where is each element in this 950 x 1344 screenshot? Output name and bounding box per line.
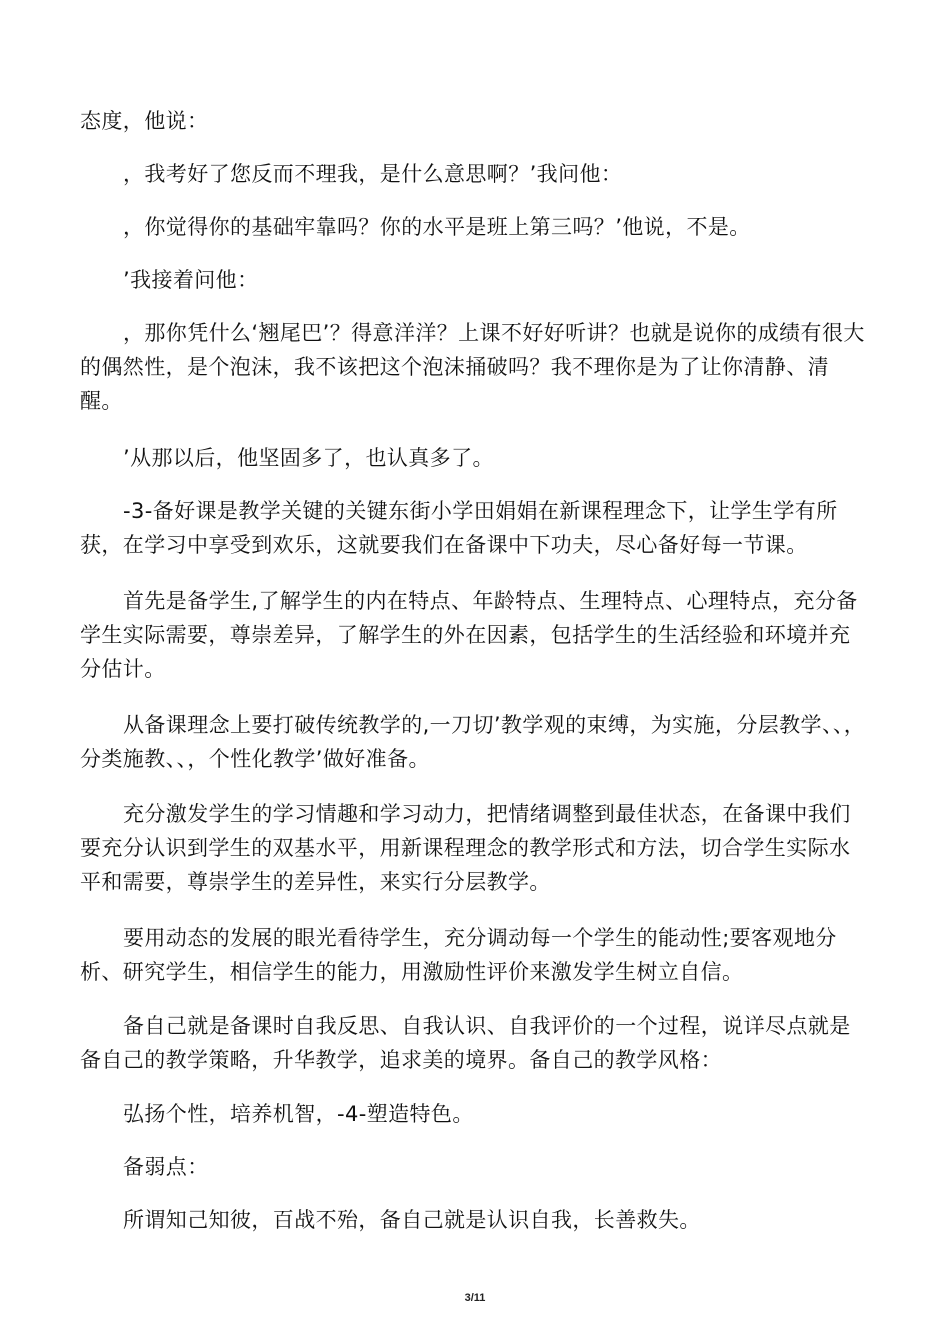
- paragraph-10: 充分激发学生的学习情趣和学习动力，把情绪调整到最佳状态，在备课中我们要充分认识到学生的双基水平，用新课程理念的教学形式和方法，切合学生实际水平和需要，尊崇学生的差异性，来实行分层教学。: [80, 802, 851, 894]
- paragraph-5: ，那你凭什么‘翘尾巴’？得意洋洋？上课不好好听讲？也就是说你的成绩有很大的偶然性，是个泡沫，我不该把这个泡沫捅破吗？我不理你是为了让你清静、清醒。: [80, 321, 865, 413]
- paragraph-6: ’从那以后，他坚固多了，也认真多了。: [123, 446, 494, 470]
- paragraph-2: ，我考好了您反而不理我，是什么意思啊？’我问他：: [123, 162, 623, 186]
- paragraph-13: 弘扬个性，培养机智，-4-塑造特色。: [123, 1102, 474, 1126]
- paragraph-12: 备自己就是备课时自我反思、自我认识、自我评价的一个过程，说详尽点就是备自己的教学策略，升华教学，追求美的境界。备自己的教学风格：: [80, 1014, 851, 1072]
- paragraph-1: 态度，他说：: [80, 109, 209, 133]
- paragraph-15: 所谓知己知彼，百战不殆，备自己就是认识自我，长善救失。: [123, 1208, 701, 1232]
- paragraph-3: ，你觉得你的基础牢靠吗？你的水平是班上第三吗？’他说，不是。: [123, 215, 751, 239]
- paragraph-4: ’我接着问他：: [123, 268, 259, 292]
- paragraph-11: 要用动态的发展的眼光看待学生，充分调动每一个学生的能动性;要客观地分析、研究学生，相信学生的能力，用激励性评价来激发学生树立自信。: [80, 926, 837, 984]
- page-number: 3/11: [464, 1292, 486, 1304]
- paragraph-8: 首先是备学生,了解学生的内在特点、年龄特点、生理特点、心理特点，充分备学生实际需要，尊崇差异，了解学生的外在因素，包括学生的生活经验和环境并充分估计。: [80, 589, 858, 681]
- paragraph-14: 备弱点：: [123, 1155, 209, 1179]
- paragraph-9: 从备课理念上要打破传统教学的,一刀切’教学观的束缚，为实施，分层教学、、，分类施教、、，个性化教学’做好准备。: [80, 713, 866, 771]
- paragraph-7: -3-备好课是教学关键的关键东街小学田娟娟在新课程理念下，让学生学有所获，在学习中享受到欢乐，这就要我们在备课中下功夫，尽心备好每一节课。: [80, 499, 838, 557]
